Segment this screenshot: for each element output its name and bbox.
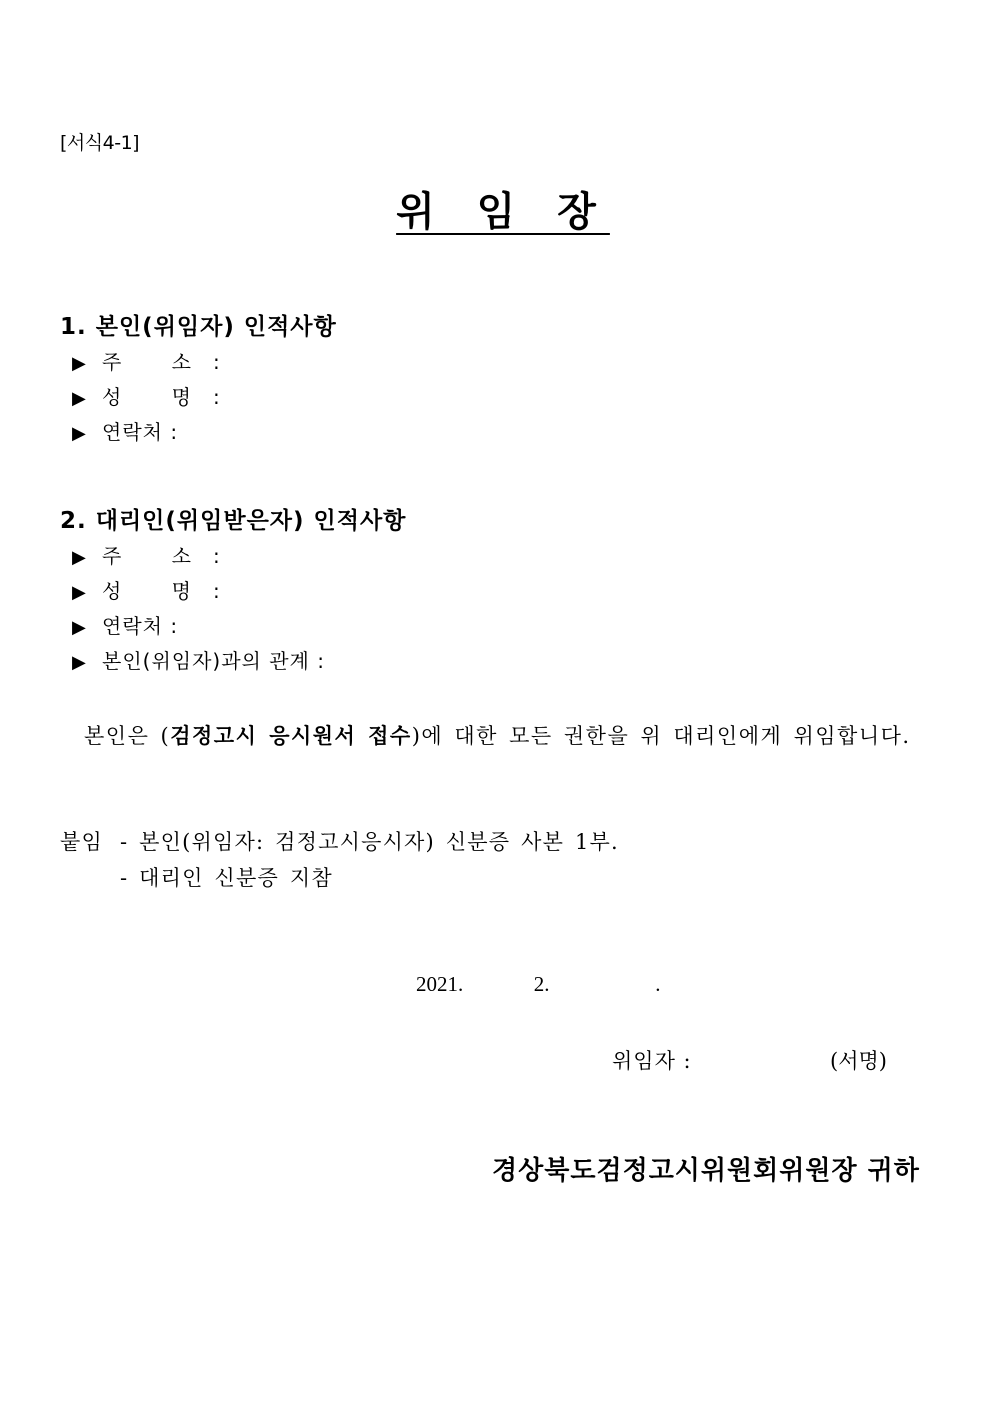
bullet-icon: ▶ <box>72 353 87 374</box>
bullet-icon: ▶ <box>72 652 87 673</box>
colon: : <box>317 649 325 673</box>
form-number: [서식4-1] <box>60 132 140 154</box>
section2-name-row <box>72 575 221 604</box>
section2-contact-row <box>72 610 178 639</box>
document-title-text: 위 임 장 <box>396 189 610 235</box>
section2-name-label: 성 명 <box>102 579 213 603</box>
delegator-label: 위임자 : <box>612 1049 692 1073</box>
section1-name-label: 성 명 <box>102 385 213 409</box>
section1-address-label: 주 소 <box>102 350 213 374</box>
section2-address-row <box>72 540 221 569</box>
bullet-icon: ▶ <box>72 547 87 568</box>
section2-address-label: 주 소 <box>102 544 213 568</box>
section1-contact-row <box>72 416 178 445</box>
colon: : <box>213 385 221 409</box>
colon: : <box>213 579 221 603</box>
delegation-statement <box>84 720 911 750</box>
bullet-icon: ▶ <box>72 617 87 638</box>
section2-heading: 2. 대리인(위임받은자) 인적사항 <box>60 508 407 534</box>
statement-bold: 검정고시 응시원서 접수 <box>170 723 412 748</box>
recipient: 경상북도검정고시위원회위원장 귀하 <box>492 1156 920 1186</box>
bullet-icon: ▶ <box>72 388 87 409</box>
attachments-label: 붙임 <box>60 830 103 854</box>
colon: : <box>213 544 221 568</box>
section1-contact-label: 연락처 <box>102 420 163 444</box>
section2-contact-label: 연락처 <box>102 614 163 638</box>
bullet-icon: ▶ <box>72 582 87 603</box>
section2-relation-row <box>72 645 325 674</box>
section1-address-row <box>72 346 221 375</box>
section1-name-row <box>72 381 221 410</box>
section2-relation-label: 본인(위임자)과의 관계 <box>102 649 310 673</box>
attachment-line-1: - 본인(위임자: 검정고시응시자) 신분증 사본 1부. <box>120 830 619 854</box>
statement-prefix: 본인은 ( <box>84 724 171 748</box>
section1-heading: 1. 본인(위임자) 인적사항 <box>60 314 337 340</box>
colon: : <box>213 350 221 374</box>
colon: : <box>170 614 179 638</box>
statement-suffix: )에 대한 모든 권한을 위 대리인에게 위임합니다. <box>411 724 911 748</box>
bullet-icon: ▶ <box>72 423 87 444</box>
colon: : <box>170 420 179 444</box>
signature-label: (서명) <box>830 1049 887 1073</box>
document-title <box>0 180 992 237</box>
date: 2021. 2. . <box>416 972 661 996</box>
attachment-line-2: - 대리인 신분증 지참 <box>120 866 333 890</box>
